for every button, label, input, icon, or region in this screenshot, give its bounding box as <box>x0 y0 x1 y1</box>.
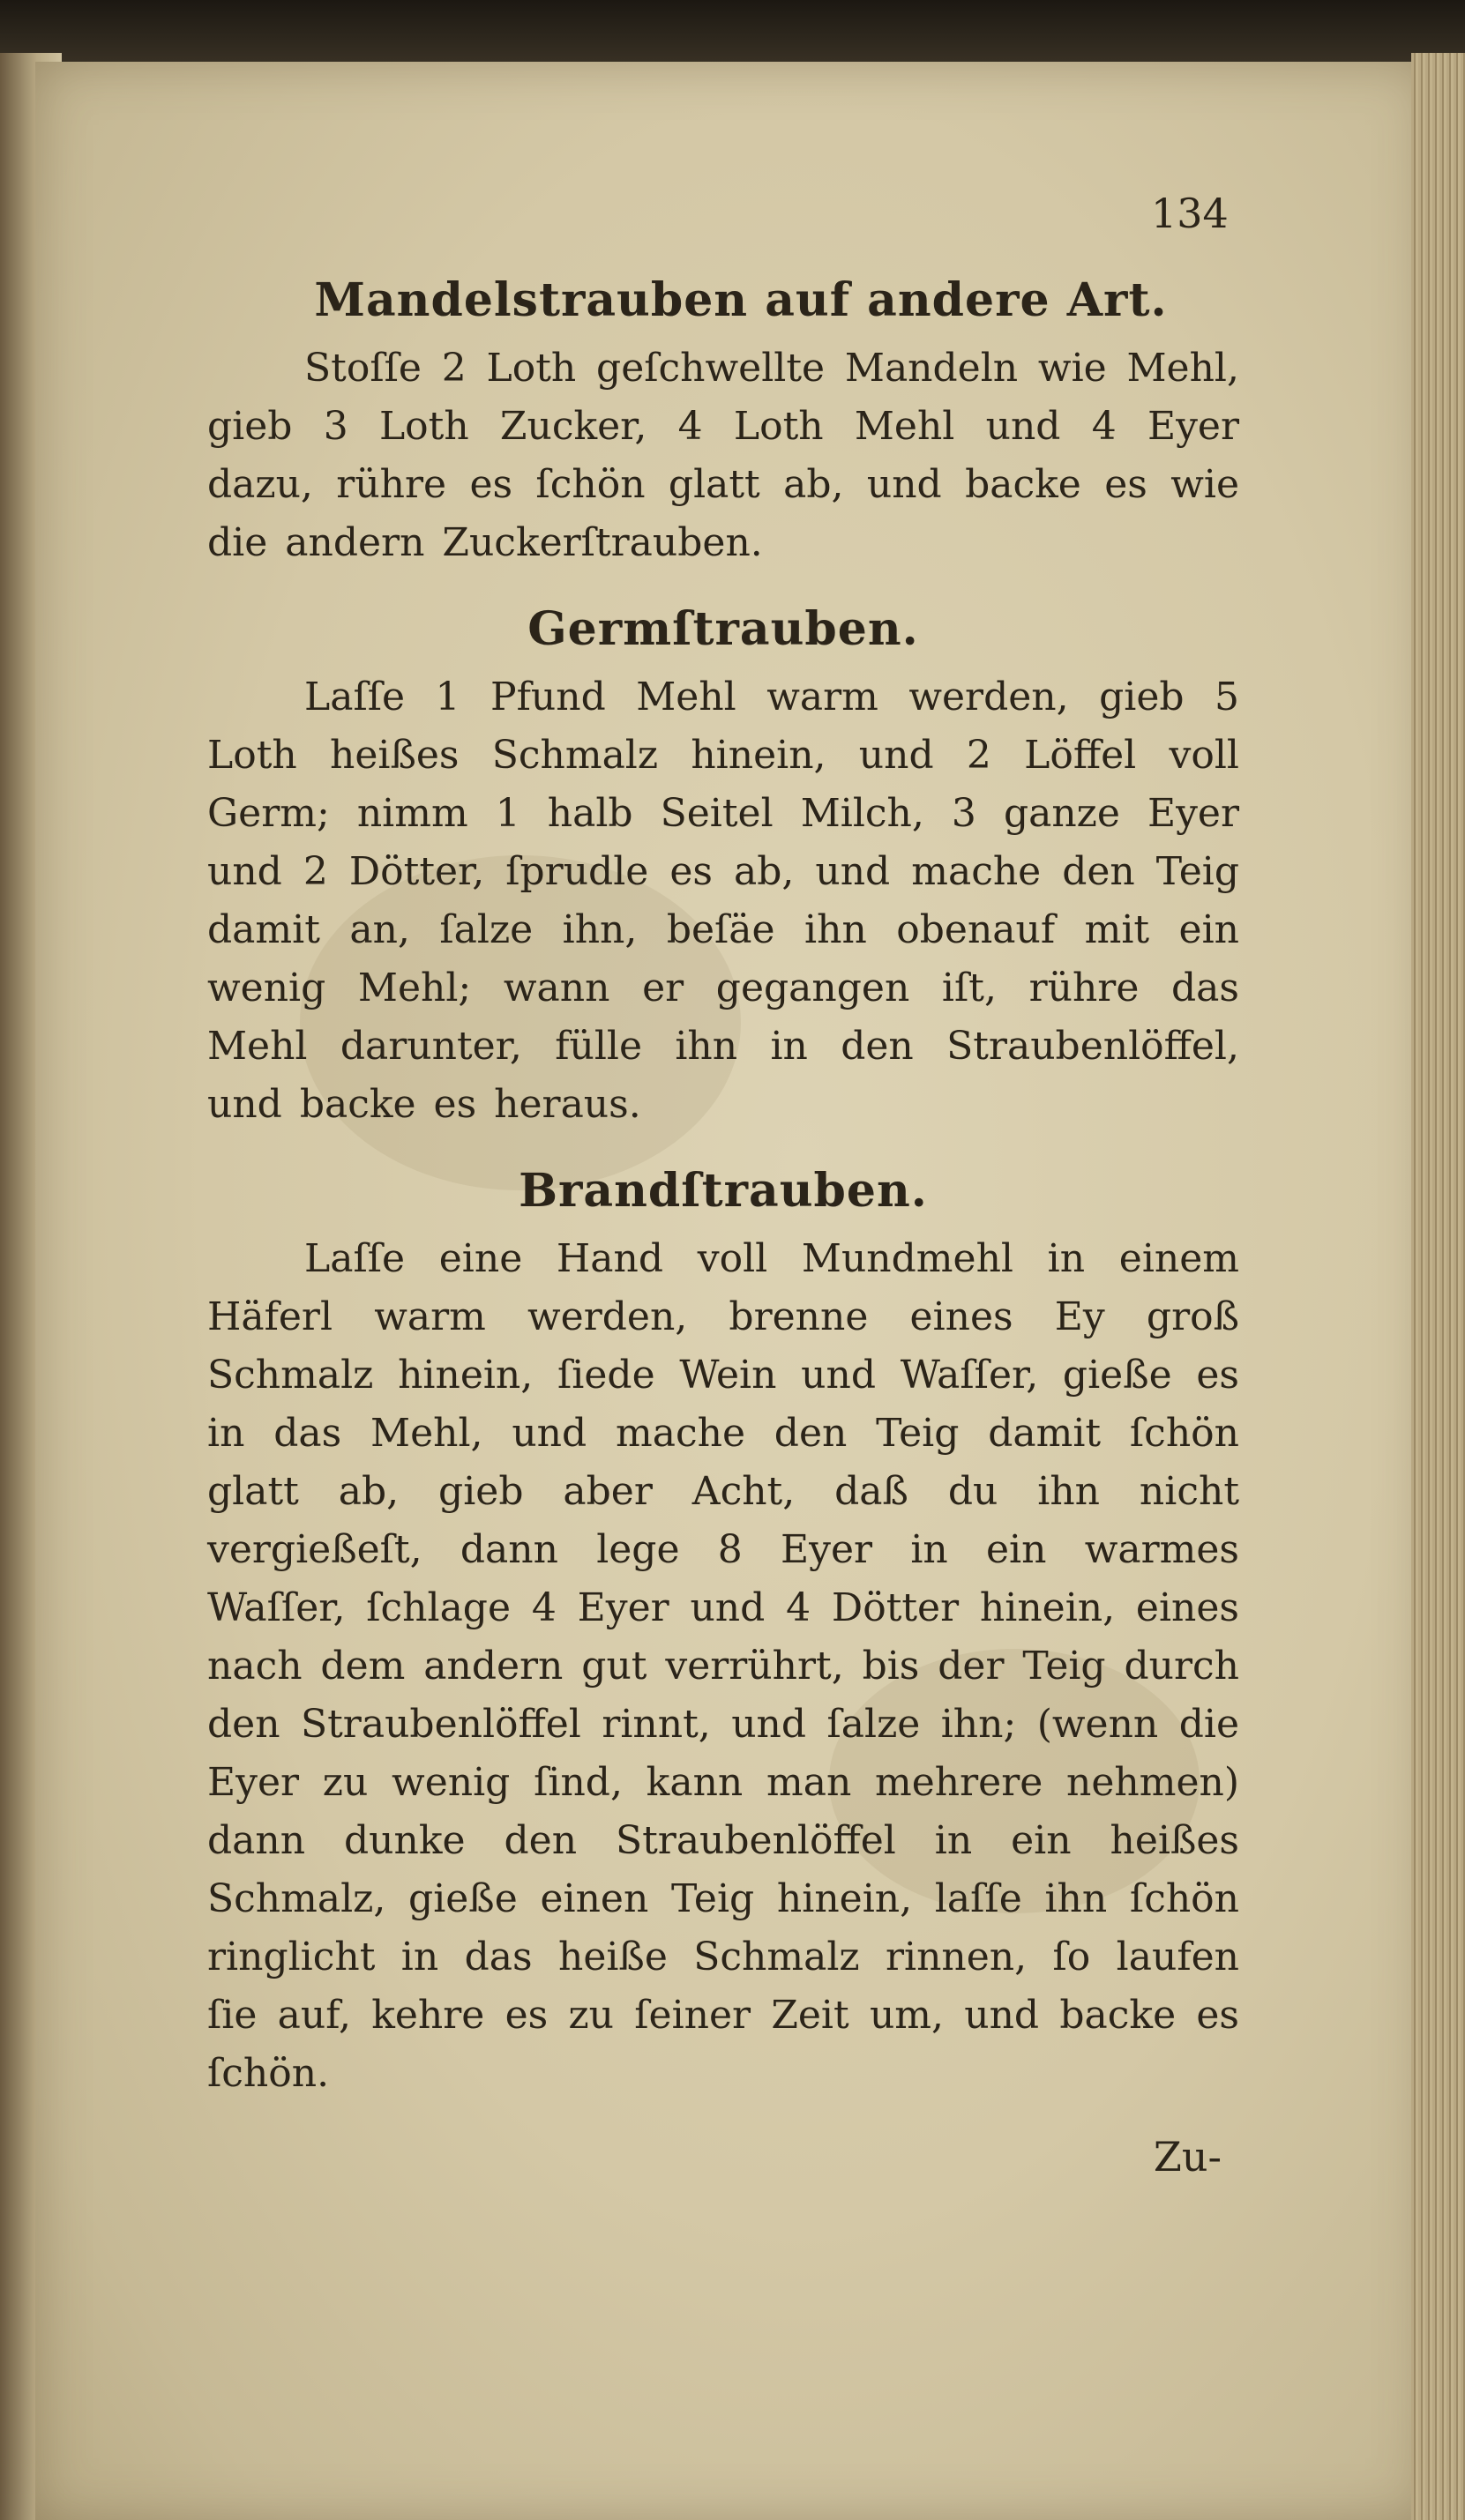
section-body: Stoſſe 2 Loth geſchwellte Mandeln wie Mehl, gieb 3 Loth Zucker, 4 Loth Mehl und 4 Eyer dazu, rühre es ſchön glatt ab, und backe es wie die andern Zuckerſtrauben. <box>207 346 1239 565</box>
section-body: Laſſe 1 Pfund Mehl warm werden, gieb 5 Loth heißes Schmalz hinein, und 2 Löffel voll Germ; nimm 1 halb Seitel Milch, 3 ganze Eyer und 2 Dötter, ſprudle es ab, und mache den Teig damit an, ſalze ihn, beſäe ihn obenauf mit ein wenig Mehl; wann er gegangen iſt, rühre das Mehl darunter, fülle ihn in den Straubenlöffel, und backe es heraus. <box>207 675 1239 1127</box>
page-number: 134 <box>1151 190 1229 237</box>
section-body: Laſſe eine Hand voll Mundmehl in einem Häferl warm werden, brenne eines Ey groß Schmalz hinein, ſiede Wein und Waſſer, gieße es in das Mehl, und mache den Teig damit ſchön glatt ab, gieb aber Acht, daß du ihn nicht vergießeſt, dann lege 8 Eyer in ein warmes Waſſer, ſchlage 4 Eyer und 4 Dötter hinein, eines nach dem andern gut verrührt, bis der Teig durch den Straubenlöffel rinnt, und ſalze ihn; (wenn die Eyer zu wenig ſind, kann man mehrere nehmen) dann dunke den Straubenlöffel in ein heißes Schmalz, gieße einen Teig hinein, laſſe ihn ſchön ringlicht in das heiße Schmalz rinnen, ſo laufen ſie auf, kehre es zu ſeiner Zeit um, und backe es ſchön. <box>207 1236 1239 2096</box>
section-title: Brandſtrauben. <box>519 1164 928 1218</box>
top-shadow <box>0 0 1465 71</box>
page-edges <box>1411 53 1465 2520</box>
section-title: Mandelstrauben auf andere Art. <box>314 273 1168 327</box>
catchword: Zu- <box>1153 2133 1222 2181</box>
page-text <box>207 181 1239 2181</box>
section-title: Germſtrauben. <box>527 602 919 656</box>
